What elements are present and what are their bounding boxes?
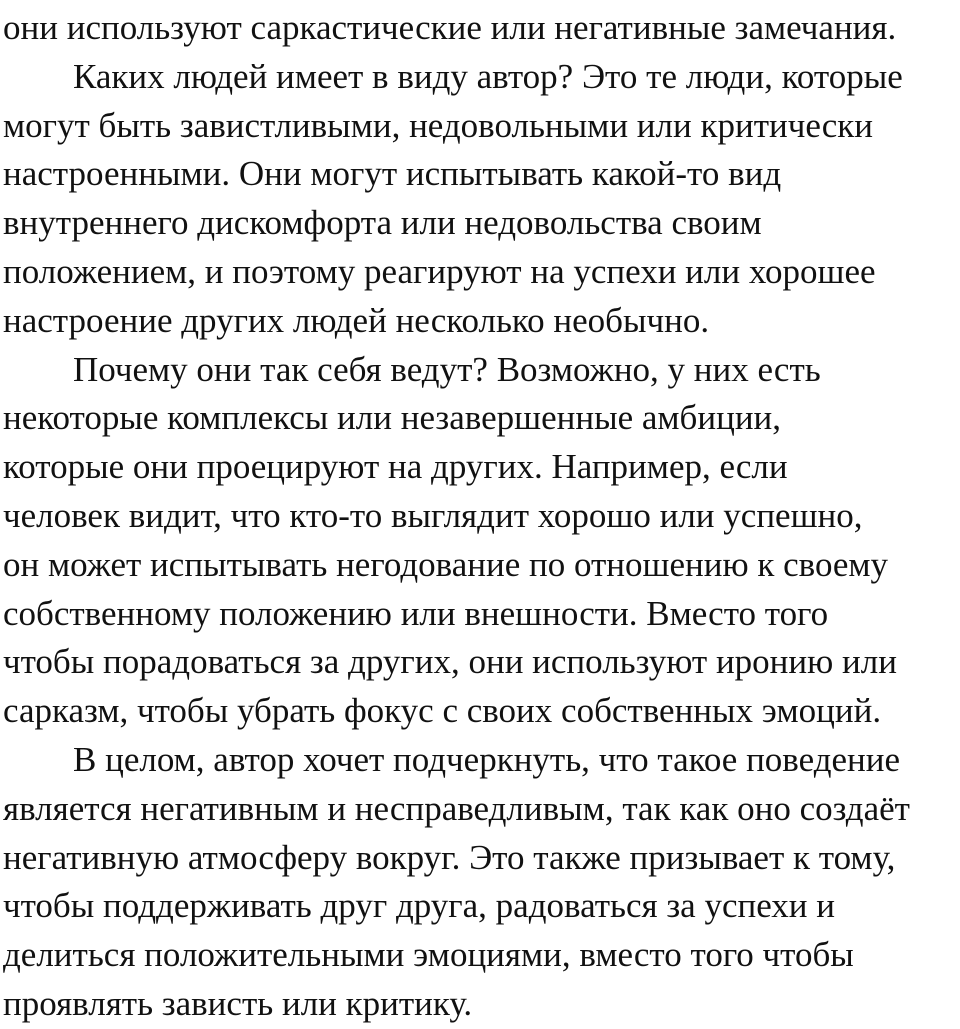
text-line: положением, и поэтому реагируют на успехи или хорошее [3,251,876,291]
document-text [3,4,958,1029]
text-line: он может испытывать негодование по отношению к своему [3,544,889,584]
text-line: настроенными. Они могут испытывать какой-то вид [3,154,782,194]
text-line: проявлять зависть или критику. [3,983,473,1023]
text-line: негативную атмосферу вокруг. Это также призывает к тому, [3,837,896,877]
text-line: делиться положительными эмоциями, вместо того чтобы [3,935,854,975]
text-line: является негативным и несправедливым, так как оно создаёт [3,788,910,828]
text-line: настроение других людей несколько необычно. [3,300,710,340]
text-line: могут быть завистливыми, недовольными или критически [3,105,874,145]
paragraph-first-line: В целом, автор хочет подчеркнуть, что такое поведение [73,739,901,779]
paragraph-first-line: Каких людей имеет в виду автор? Это те люди, которые [73,56,903,96]
text-line: некоторые комплексы или незавершенные амбиции, [3,398,782,438]
text-line: сарказм, чтобы убрать фокус с своих собственных эмоций. [3,691,882,731]
text-line: чтобы поддерживать друг друга, радоваться за успехи и [3,886,836,926]
text-line: чтобы порадоваться за других, они используют иронию или [3,642,897,682]
text-line: которые они проецируют на других. Например, если [3,447,788,487]
text-line: собственному положению или внешности. Вместо того [3,593,829,633]
text-line: человек видит, что кто-то выглядит хорошо или успешно, [3,495,863,535]
paragraph-first-line: Почему они так себя ведут? Возможно, у них есть [73,349,821,389]
text-line: внутреннего дискомфорта или недовольства своим [3,203,762,243]
text-line: они используют саркастические или негативные замечания. [3,8,897,47]
